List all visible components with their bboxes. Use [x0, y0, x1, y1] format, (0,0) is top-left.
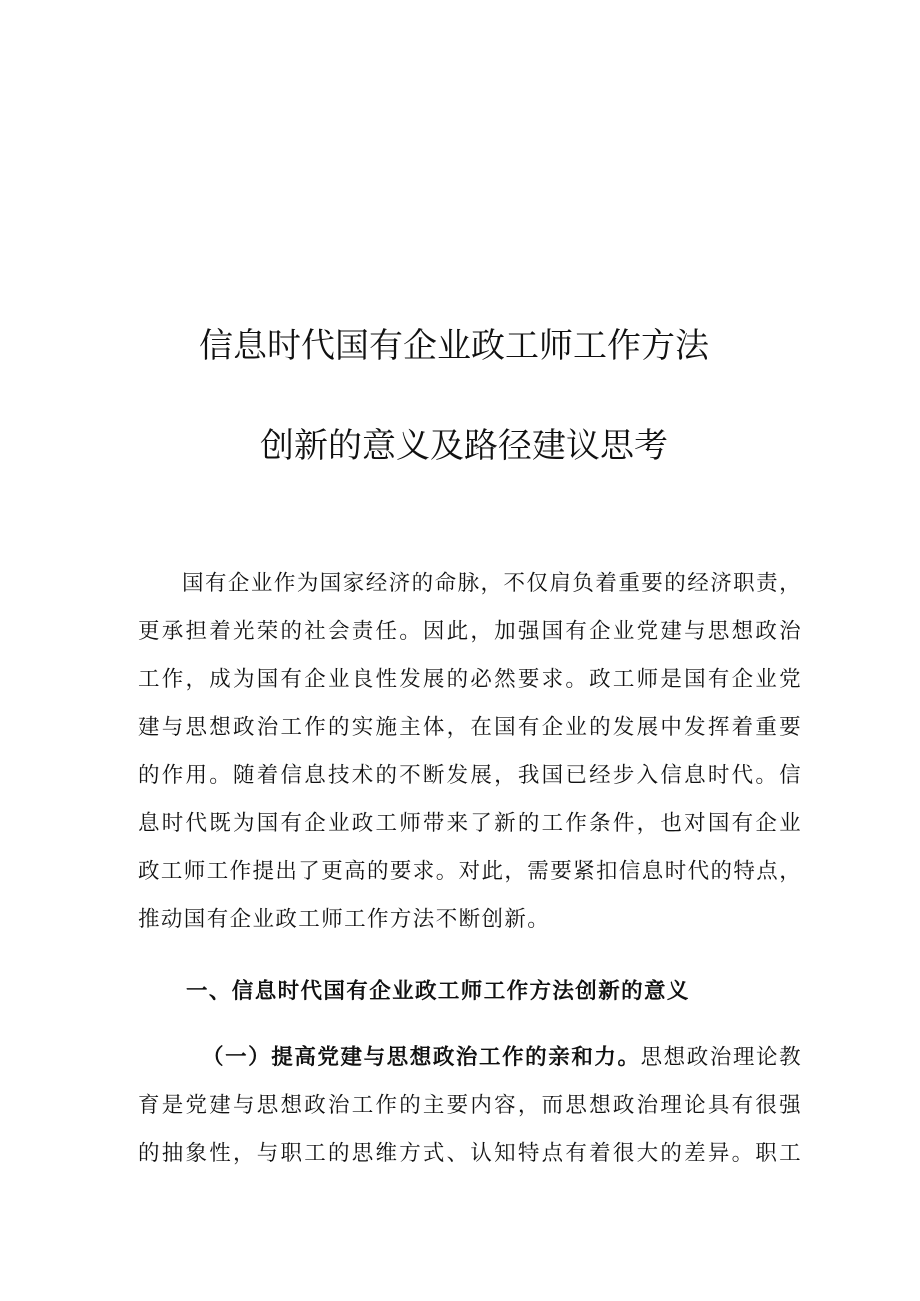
paragraph-line: 国有企业作为国家经济的命脉，不仅肩负着重要的经济职责，: [182, 571, 802, 596]
document-title-line-2: 创新的意义及路径建议思考: [260, 426, 668, 466]
paragraph-line: 建与思想政治工作的实施主体，在国有企业的发展中发挥着重要: [138, 715, 802, 740]
subsection-heading: （一）提高党建与思想政治工作的亲和力。: [202, 1045, 641, 1070]
intro-paragraph: [138, 560, 802, 944]
subsection-first-line-text: 思想政治理论教: [640, 1045, 802, 1070]
paragraph-line: 育是党建与思想政治工作的主要内容，而思想政治理论具有很强: [138, 1093, 802, 1118]
document-title-line-1: 信息时代国有企业政工师工作方法: [199, 326, 709, 366]
paragraph-line: 工作，成为国有企业良性发展的必然要求。政工师是国有企业党: [138, 667, 802, 692]
paragraph-line: 息时代既为国有企业政工师带来了新的工作条件，也对国有企业: [138, 811, 802, 836]
paragraph-line: 推动国有企业政工师工作方法不断创新。: [138, 907, 551, 932]
paragraph-line: 政工师工作提出了更高的要求。对此，需要紧扣信息时代的特点，: [138, 859, 803, 884]
section-heading: 一、信息时代国有企业政工师工作方法创新的意义: [186, 979, 690, 1004]
paragraph-line: 更承担着光荣的社会责任。因此，加强国有企业党建与思想政治: [138, 619, 802, 644]
paragraph-line: 的抽象性，与职工的思维方式、认知特点有着很大的差异。职工: [138, 1141, 802, 1166]
paragraph-line: 的作用。随着信息技术的不断发展，我国已经步入信息时代。信: [138, 763, 802, 788]
subsection-paragraph: [138, 1034, 802, 1178]
subsection-first-line: [138, 1034, 802, 1082]
